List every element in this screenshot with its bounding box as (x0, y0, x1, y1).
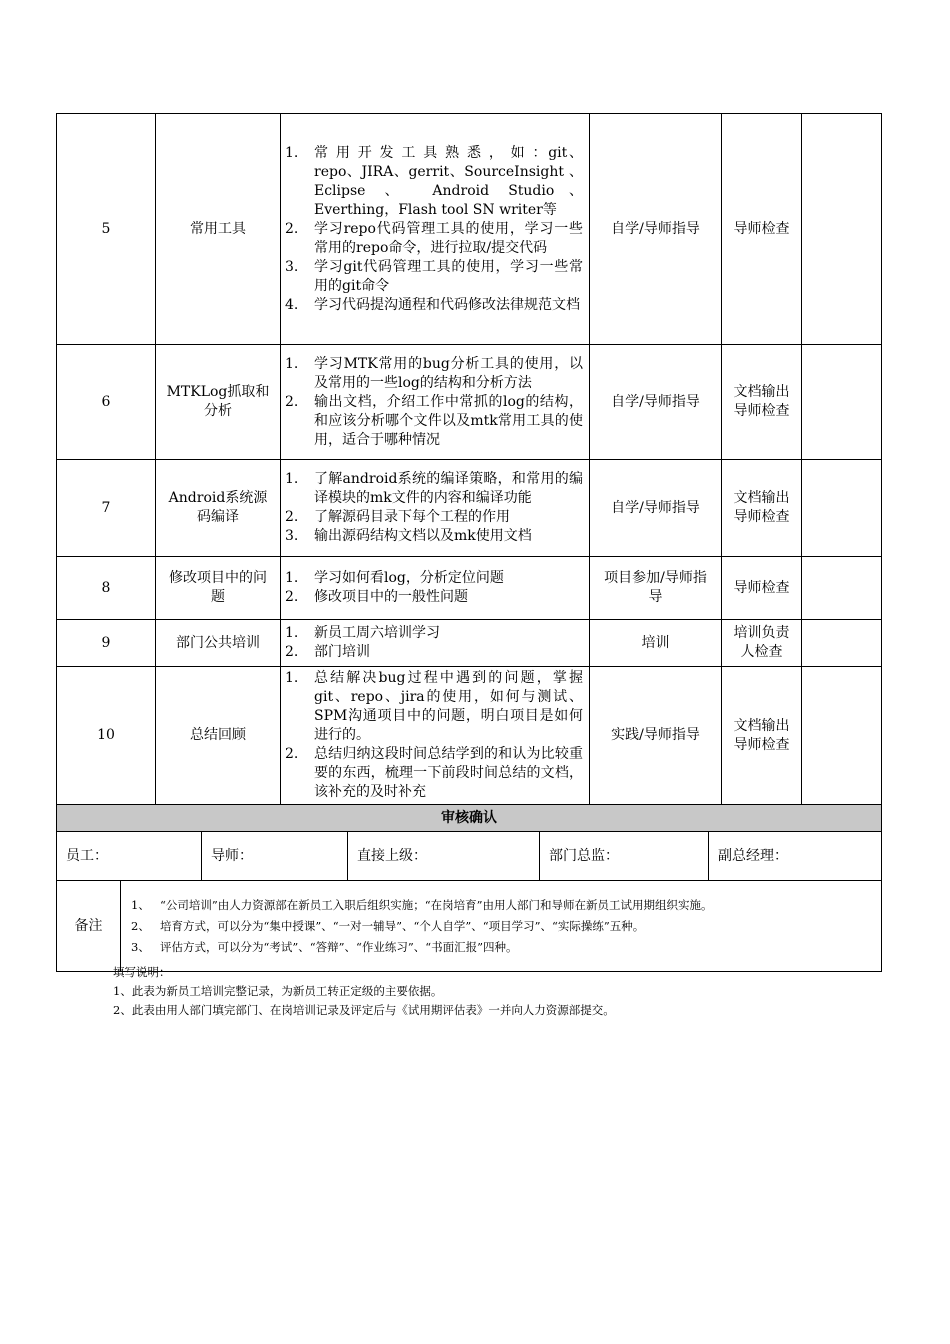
content-item (285, 258, 583, 296)
item-text: 输出源码结构文档以及mk使用文档 (314, 528, 532, 544)
signer-mentor: 导师： (202, 832, 348, 881)
row-topic: Android系统源码编译 (156, 460, 281, 557)
content-item (285, 643, 583, 662)
item-text: 修改项目中的一般性问题 (314, 589, 468, 605)
row-topic: 常用工具 (156, 114, 281, 345)
row-extra (802, 620, 882, 667)
row-method: 自学/导师指导 (590, 345, 722, 460)
review-title: 审核确认 (57, 805, 882, 832)
row-check: 导师检查 (722, 114, 802, 345)
filling-instructions (113, 963, 615, 1020)
row-topic: 修改项目中的问题 (156, 557, 281, 620)
signer-direct-supervisor: 直接上级： (348, 832, 540, 881)
item-text: 输出文档，介绍工作中常抓的log的结构，和应该分析哪个文件以及mtk常用工具的使用，适合于哪种情况 (314, 393, 583, 448)
row-extra (802, 557, 882, 620)
item-number: 2. (285, 393, 299, 410)
row-extra (802, 114, 882, 345)
item-number: 2. (285, 589, 299, 605)
row-check: 培训负责人检查 (722, 620, 802, 667)
review-table (56, 804, 882, 881)
remark-item: 1、 “公司培训”由人力资源部在新员工入职后组织实施；“在岗培育”由用人部门和导师在新员工试用期组织实施。 (131, 897, 713, 912)
item-number: 1. (285, 471, 299, 487)
remark-item: 3、 评估方式，可以分为“考试”、“答辩”、“作业练习”、“书面汇报”四种。 (131, 939, 518, 954)
plan-row (57, 667, 882, 805)
content-item (285, 296, 583, 315)
row-content (281, 557, 590, 620)
row-method: 培训 (590, 620, 722, 667)
remarks-label: 备注 (57, 881, 121, 972)
training-record-sheet (56, 113, 881, 972)
item-number: 4. (285, 296, 299, 313)
item-number: 1. (285, 670, 299, 686)
content-item (285, 393, 583, 450)
item-number: 2. (285, 220, 299, 237)
row-method: 实践/导师指导 (590, 667, 722, 805)
row-number: 8 (57, 557, 156, 620)
row-number: 9 (57, 620, 156, 667)
row-number: 5 (57, 114, 156, 345)
item-number: 1. (285, 144, 299, 161)
row-number: 10 (57, 667, 156, 805)
row-content (281, 620, 590, 667)
plan-row (57, 114, 882, 345)
row-extra (802, 667, 882, 805)
row-check: 导师检查 (722, 557, 802, 620)
item-text: 部门培训 (314, 644, 370, 660)
signer-employee: 员工： (57, 832, 202, 881)
instructions-title: 填写说明： (113, 965, 171, 979)
content-item (285, 220, 583, 258)
row-content (281, 114, 590, 345)
row-check: 文档输出导师检查 (722, 667, 802, 805)
row-extra (802, 345, 882, 460)
content-item (285, 508, 583, 527)
item-text: 新员工周六培训学习 (314, 625, 440, 641)
row-number: 7 (57, 460, 156, 557)
row-check: 文档输出导师检查 (722, 460, 802, 557)
row-method: 项目参加/导师指导 (590, 557, 722, 620)
content-item (285, 624, 583, 643)
remarks-table (56, 880, 882, 972)
row-topic: 总结回顾 (156, 667, 281, 805)
row-content (281, 345, 590, 460)
row-extra (802, 460, 882, 557)
plan-row (57, 557, 882, 620)
row-check: 文档输出导师检查 (722, 345, 802, 460)
row-number: 6 (57, 345, 156, 460)
signer-deputy-general-manager: 副总经理： (709, 832, 882, 881)
item-text: 总结归纳这段时间总结学到的和认为比较重要的东西，梳理一下前段时间总结的文档，该补充的及时补充 (314, 746, 583, 800)
item-number: 3. (285, 528, 299, 544)
content-item (285, 527, 583, 546)
content-item (285, 588, 583, 607)
remark-item: 2、 培育方式，可以分为“集中授课”、“一对一辅导”、“个人自学”、“项目学习”、“实际操练”五种。 (131, 918, 645, 933)
item-text: 学习repo代码管理工具的使用，学习一些常用的repo命令，进行拉取/提交代码 (314, 220, 583, 256)
item-text: 常 用 开 发 工 具 熟 悉 ， 如 ：git、repo、JIRA、gerrit、SourceInsight 、 Eclipse 、 Android Studio、Everthing，Flash tool SN writer等 (314, 144, 583, 218)
instruction-line: 1、此表为新员工培训完整记录，为新员工转正定级的主要依据。 (113, 984, 443, 998)
item-text: 学习git代码管理工具的使用，学习一些常用的git命令 (314, 258, 583, 294)
instruction-line: 2、此表由用人部门填完部门、在岗培训记录及评定后与《试用期评估表》一并向人力资源部提交。 (113, 1003, 615, 1017)
item-number: 1. (285, 570, 299, 586)
item-number: 1. (285, 625, 299, 641)
content-item (285, 470, 583, 508)
plan-row (57, 620, 882, 667)
content-item (285, 669, 583, 745)
item-number: 2. (285, 746, 299, 762)
content-item (285, 745, 583, 802)
row-content (281, 460, 590, 557)
signer-department-director: 部门总监： (540, 832, 709, 881)
row-content (281, 667, 590, 805)
plan-row (57, 345, 882, 460)
row-method: 自学/导师指导 (590, 114, 722, 345)
content-item (285, 569, 583, 588)
item-number: 3. (285, 258, 299, 275)
item-text: 学习如何看log，分析定位问题 (314, 570, 504, 586)
item-text: 总结解决bug过程中遇到的问题，掌握git、repo、jira的使用，如何与测试、SPM沟通项目中的问题，明白项目是如何进行的。 (314, 670, 583, 743)
row-topic: 部门公共培训 (156, 620, 281, 667)
item-text: 了解android系统的编译策略，和常用的编译模块的mk文件的内容和编译功能 (314, 471, 583, 506)
training-plan-table (56, 113, 882, 805)
plan-row (57, 460, 882, 557)
row-topic: MTKLog抓取和分析 (156, 345, 281, 460)
row-method: 自学/导师指导 (590, 460, 722, 557)
item-number: 1. (285, 355, 299, 372)
item-text: 学习代码提沟通程和代码修改法律规范文档 (314, 296, 580, 313)
item-text: 了解源码目录下每个工程的作用 (314, 509, 510, 525)
item-text: 学习MTK常用的bug分析工具的使用，以及常用的一些log的结构和分析方法 (314, 355, 583, 391)
item-number: 2. (285, 509, 299, 525)
content-item (285, 355, 583, 393)
item-number: 2. (285, 644, 299, 660)
remarks-items (121, 881, 882, 972)
content-item (285, 144, 583, 220)
